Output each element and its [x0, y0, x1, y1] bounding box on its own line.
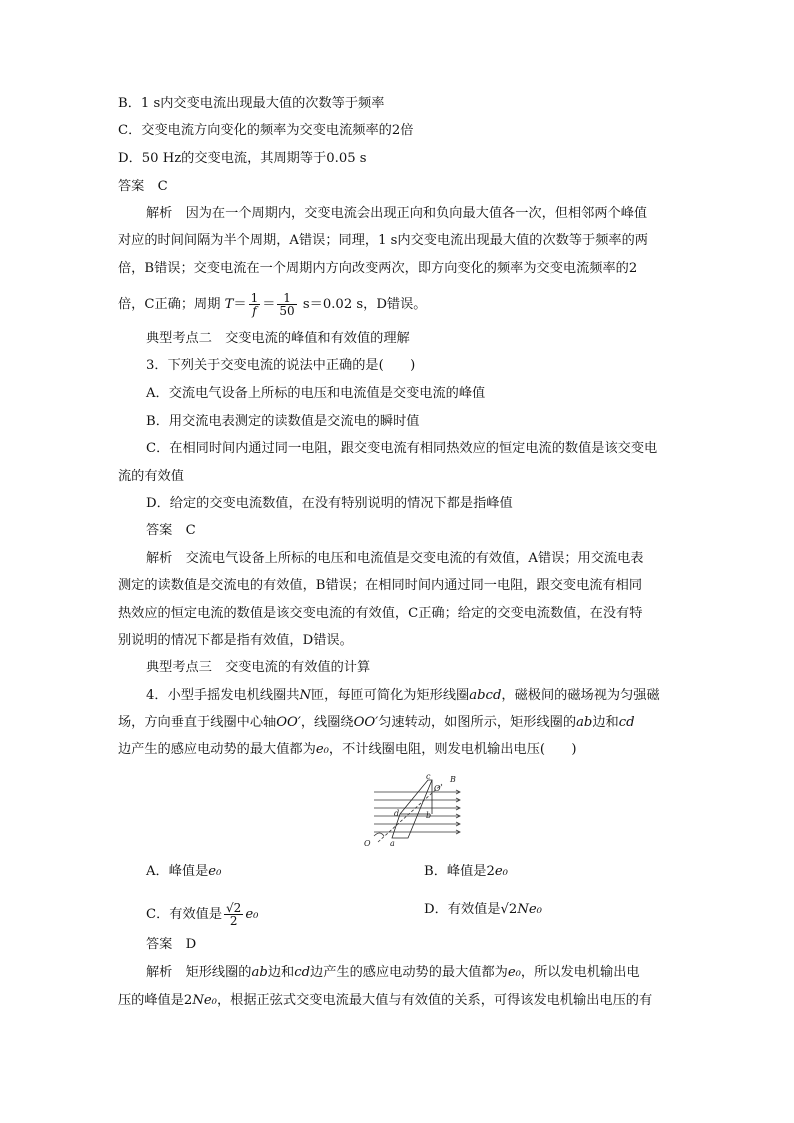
var-abcd: abcd	[469, 688, 502, 703]
q2-analysis-line-4	[118, 292, 427, 317]
q4-stem-line-2	[118, 715, 635, 731]
q4-option-b	[424, 864, 508, 880]
option-text: B．峰值是2	[424, 864, 495, 879]
var-e0: e₀	[208, 864, 222, 879]
option-text: C．有效值是	[146, 907, 223, 922]
q2-analysis-line-2: 对应的时间间隔为半个周期，A错误；同理，1 s内交变电流出现最大值的次数等于频率的两	[118, 233, 648, 248]
q3-analysis-line-2: 测定的读数值是交流电的有效值，B错误；在相同时间内通过同一电阻，跟交变电流有相同	[118, 578, 642, 593]
var-e0: e₀	[245, 907, 259, 922]
stem-text: ，线圈绕	[300, 715, 354, 730]
q4-analysis-line-1	[146, 965, 640, 981]
answer-label: 答案	[146, 523, 173, 538]
q3-option-c-line-1: C．在相同时间内通过同一电阻，跟交变电流有相同热效应的恒定电流的数值是该交变电	[146, 441, 658, 456]
fig-label: B	[450, 775, 456, 784]
var-n: N	[299, 688, 311, 703]
analysis-label: 解析	[146, 965, 173, 980]
denominator: 50	[279, 304, 295, 318]
section-heading-3: 典型考点三 交变电流的有效值的计算	[146, 660, 371, 675]
option-text: A．峰值是	[146, 864, 209, 879]
numerator: √2	[226, 901, 242, 915]
var-e0: e₀	[203, 993, 217, 1008]
var-n: N	[192, 993, 204, 1008]
var-oo: OO′	[276, 715, 301, 730]
var-cd: cd	[294, 965, 311, 980]
denominator: 2	[229, 914, 238, 928]
answer-label: 答案	[146, 937, 173, 952]
q3-stem: 3．下列关于交变电流的说法中正确的是( )	[146, 358, 416, 373]
analysis-text: ，根据正弦式交变电流最大值与有效值的关系，可得该发电机输出电压的有	[216, 993, 653, 1008]
analysis-label: 解析	[146, 551, 173, 566]
option-text: D．有效值是	[424, 902, 501, 917]
fraction-sqrt2-over-2	[224, 902, 243, 927]
q4-answer	[146, 937, 196, 953]
q3-option-c-line-2: 流的有效值	[118, 469, 184, 484]
section-heading-2: 典型考点二 交变电流的峰值和有效值的理解	[146, 331, 410, 346]
var-e0: e₀	[315, 742, 329, 757]
var-e0: e₀	[494, 864, 508, 879]
stem-text: 边产生的感应电动势的最大值都为	[118, 742, 316, 757]
fraction-1-over-f	[249, 292, 261, 317]
numerator: 1	[277, 292, 296, 305]
q2-option-c: C．交变电流方向变化的频率为交变电流频率的2倍	[118, 123, 414, 138]
fig-label: c	[426, 772, 431, 781]
q3-option-d: D．给定的交变电流数值，在没有特别说明的情况下都是指峰值	[146, 496, 513, 511]
answer-value: C	[185, 523, 196, 538]
stem-text: ，磁极间的磁场视为匀强磁	[501, 688, 660, 703]
q2-analysis-line-1	[146, 206, 647, 222]
generator-coil-figure	[360, 772, 470, 850]
analysis-text: 倍，C正确；周期	[118, 297, 225, 312]
denominator: f	[252, 304, 257, 318]
stem-text: 4．小型手摇发电机线圈共	[146, 688, 300, 703]
equals-sign: ＝	[233, 297, 247, 312]
numerator: 1	[250, 291, 259, 305]
analysis-text: 矩形线圈的	[185, 965, 252, 980]
var-ab: ab	[576, 715, 593, 730]
analysis-text: 边和	[267, 965, 295, 980]
fig-label: b	[426, 811, 432, 820]
answer-value: C	[157, 179, 168, 194]
q3-analysis-line-4: 别说明的情况下都是指有效值，D错误。	[118, 633, 353, 648]
var-cd: cd	[618, 715, 635, 730]
q4-option-d	[424, 902, 542, 918]
equals-sign: ＝	[262, 297, 276, 312]
analysis-text: 因为在一个周期内，交变电流会出现正向和负向最大值各一次，但相邻两个峰值	[185, 206, 648, 221]
stem-text: 匀速转动，如图所示，矩形线圈的	[378, 715, 577, 730]
q3-answer	[146, 523, 196, 539]
fig-label: a	[390, 839, 395, 848]
analysis-text: s＝0.02 s，D错误。	[298, 297, 427, 312]
fig-label: d	[394, 809, 400, 818]
var-oo: OO′	[353, 715, 379, 730]
q3-analysis-line-1	[146, 551, 643, 567]
analysis-text: 边产生的感应电动势的最大值都为	[310, 965, 508, 980]
stem-text: 边和	[592, 715, 619, 730]
q2-option-d: D．50 Hz的交变电流，其周期等于0.05 s	[118, 151, 367, 166]
q2-answer	[118, 179, 168, 195]
var-e0: e₀	[528, 902, 542, 917]
fig-label: O′	[434, 784, 443, 793]
var-e0: e₀	[507, 965, 521, 980]
analysis-text: ，所以发电机输出电	[520, 965, 640, 980]
fraction-1-over-50	[277, 292, 296, 317]
var-n: N	[517, 902, 529, 917]
q3-option-a: A．交流电气设备上所标的电压和电流值是交变电流的峰值	[146, 386, 486, 401]
q4-analysis-line-2	[118, 993, 652, 1009]
q2-analysis-line-3: 倍，B错误；交变电流在一个周期内方向改变两次，即方向变化的频率为交变电流频率的2	[118, 261, 638, 276]
q4-option-a	[146, 864, 221, 880]
answer-label: 答案	[118, 179, 145, 194]
stem-text: 场，方向垂直于线圈中心轴	[118, 715, 277, 730]
stem-text: 匝，每匝可简化为矩形线圈	[311, 688, 470, 703]
q4-stem-line-3	[118, 742, 577, 758]
q4-option-c	[146, 902, 258, 927]
analysis-text: 压的峰值是2	[118, 993, 193, 1008]
q4-stem-line-1	[146, 688, 660, 704]
q3-option-b: B．用交流电表测定的读数值是交流电的瞬时值	[146, 414, 420, 429]
fig-label: O	[364, 839, 371, 848]
period-symbol: T	[224, 297, 234, 312]
q3-analysis-line-3: 热效应的恒定电流的数值是该交变电流的有效值，C正确；给定的交变电流数值，在没有特	[118, 606, 643, 621]
q2-option-b: B．1 s内交变电流出现最大值的次数等于频率	[118, 96, 385, 111]
answer-value: D	[185, 937, 197, 952]
analysis-text: 交流电气设备上所标的电压和电流值是交变电流的有效值，A错误；用交流电表	[185, 551, 644, 566]
var-ab: ab	[251, 965, 268, 980]
sqrt-two: √2	[500, 902, 518, 917]
stem-text: ，不计线圈电阻，则发电机输出电压( )	[328, 742, 577, 757]
analysis-label: 解析	[146, 206, 173, 221]
